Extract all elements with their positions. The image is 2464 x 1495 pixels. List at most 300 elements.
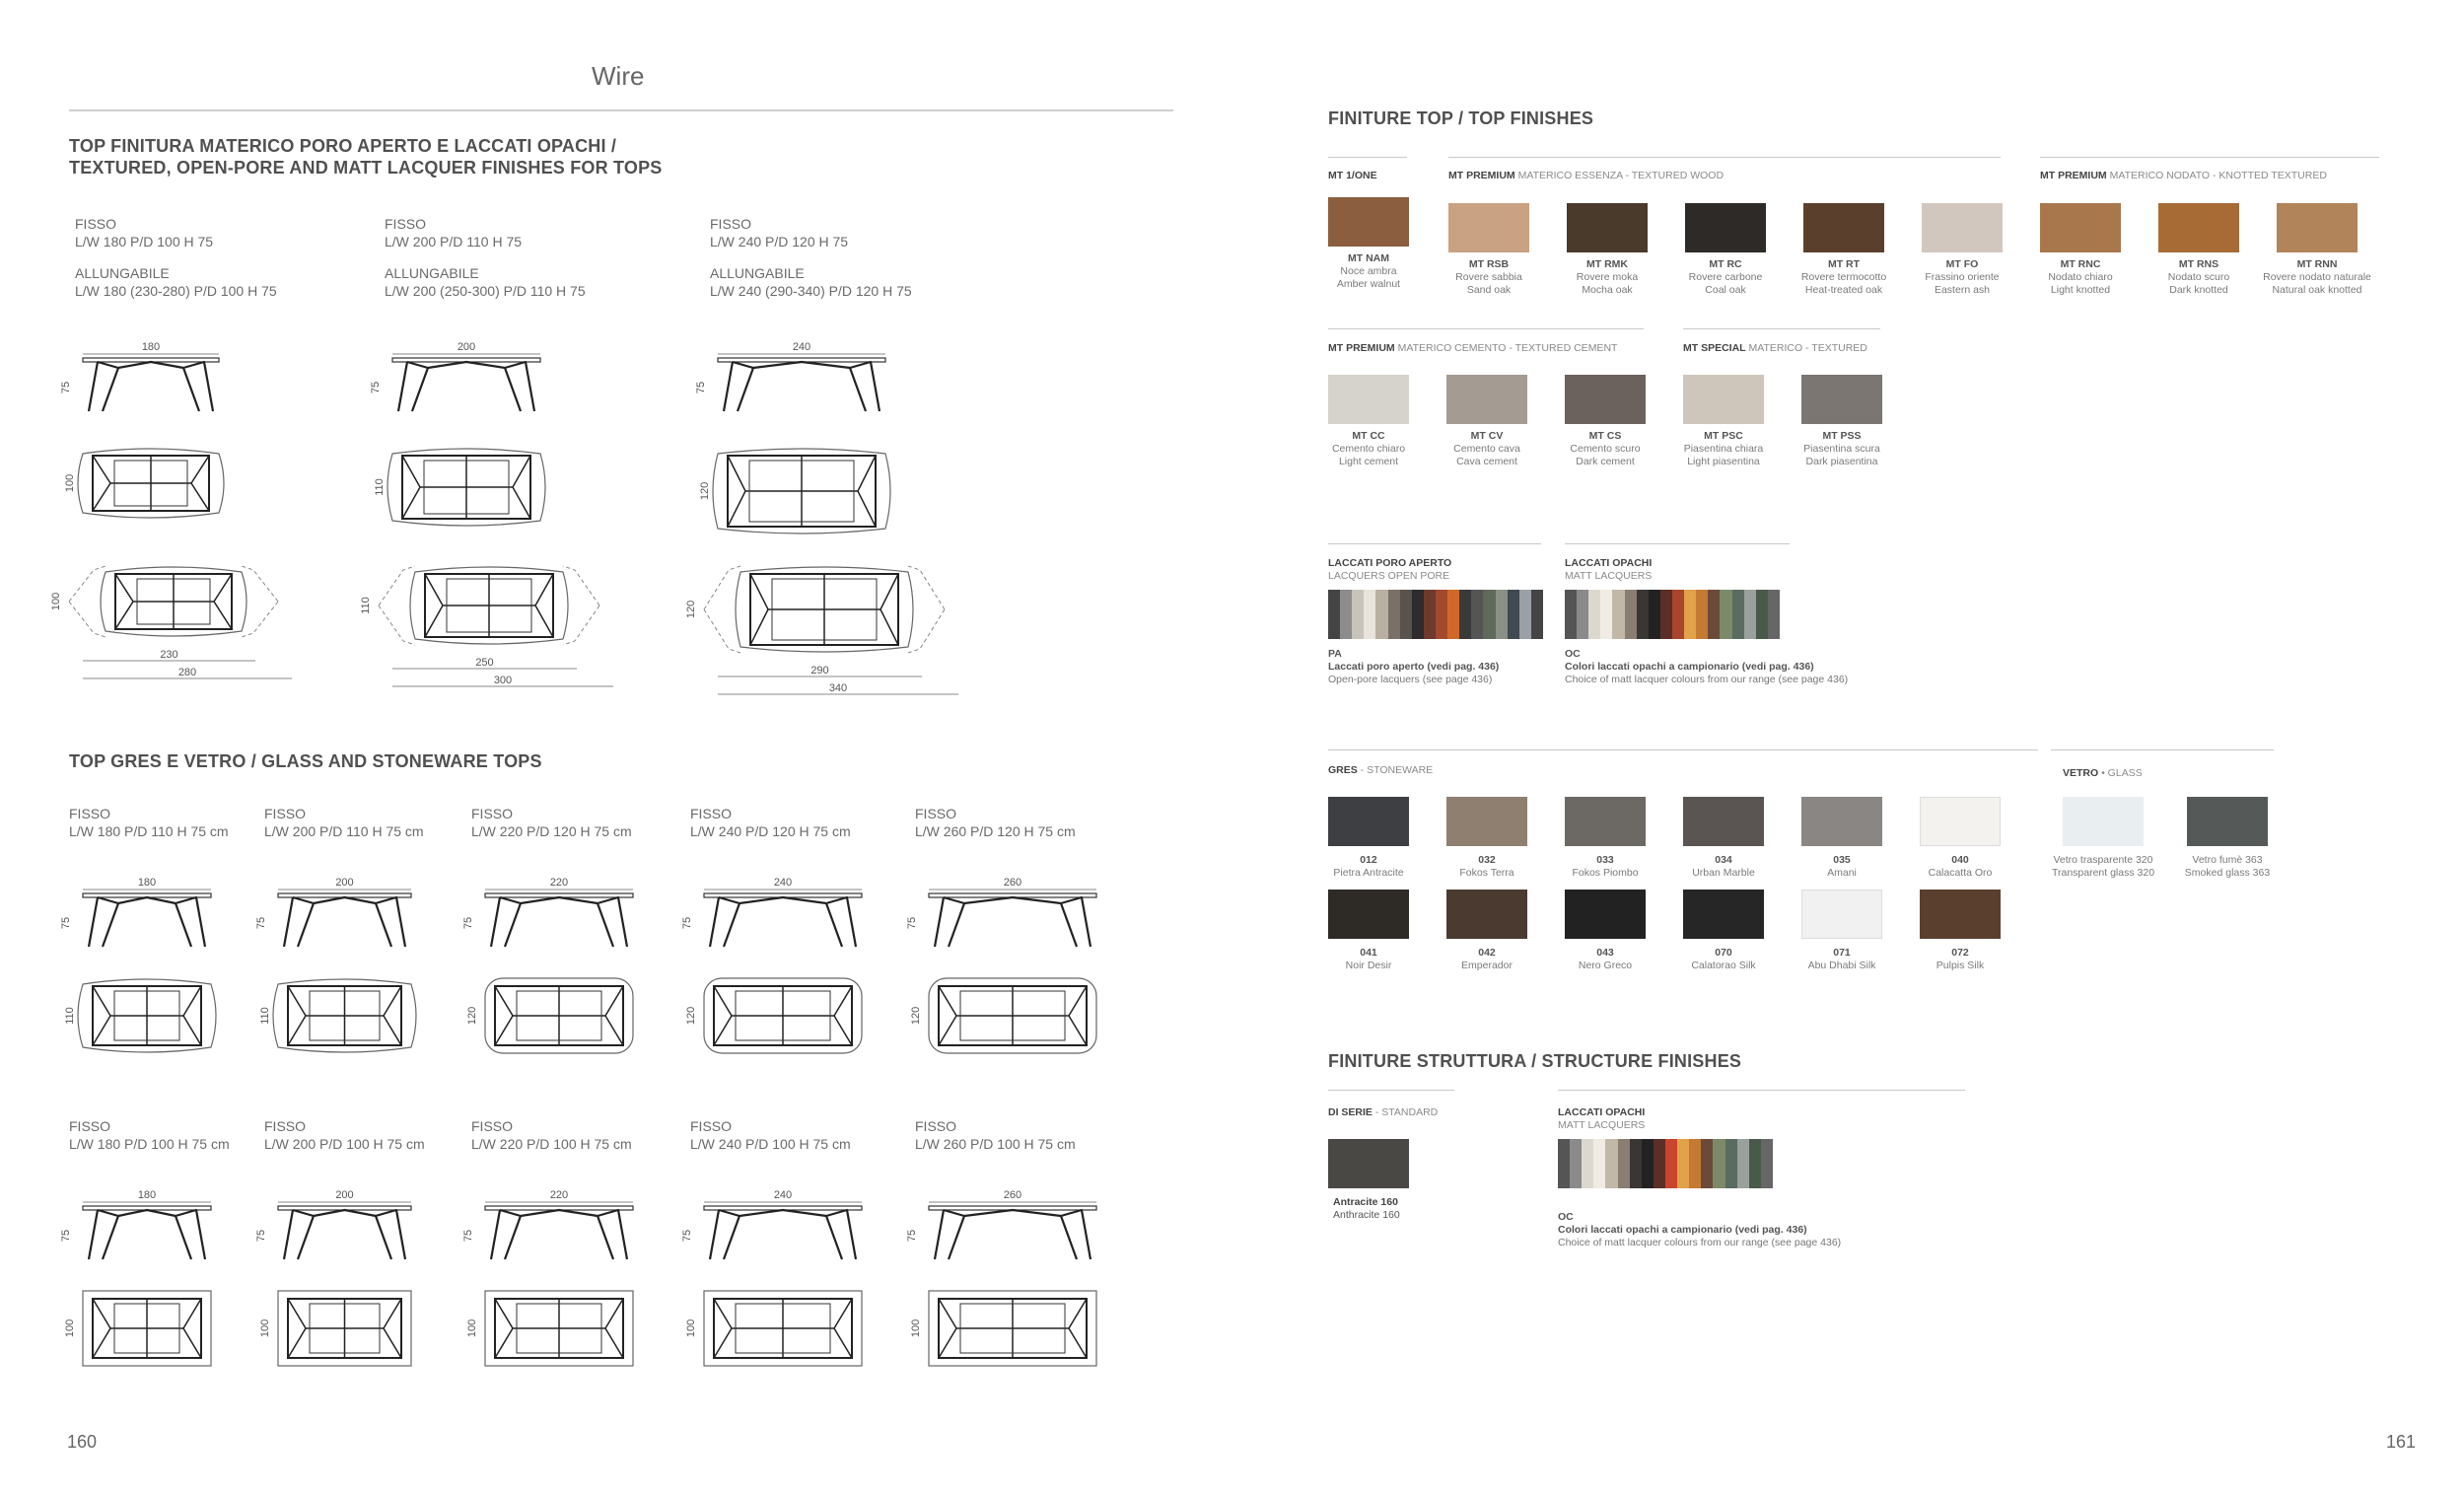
width-dim-label: 240 [773,1189,793,1201]
lacquer-chip [1672,590,1684,639]
wood-caption [1430,258,1548,297]
cement-swatch [1683,375,1764,424]
mtp-knot-label: MT PREMIUM MATERICO NODATO - KNOTTED TEXTURED [2040,170,2327,181]
table-plan [698,444,895,540]
lacquer-chip [1737,1139,1749,1188]
wood-caption [1309,252,1428,291]
wood-swatch [1803,203,1884,252]
lacquer-chip [1400,590,1412,639]
depth-dim-label: 100 [259,1318,271,1338]
table-elevation [906,1188,1106,1267]
extension-min-label: 290 [810,665,829,676]
mtp-wood-label: MT PREMIUM MATERICO ESSENZA - TEXTURED WOOD [1448,170,1725,181]
lacquer-chip [1689,1139,1701,1188]
lacquer-chip [1600,590,1612,639]
fixed-label: FISSO [915,1118,957,1134]
glass-name-en: Smoked glass 363 [2184,867,2271,879]
finish-name: Calacatta Oro [1928,867,1993,879]
depth-dim-label: 120 [466,1006,478,1026]
width-dim-label: 200 [335,877,354,889]
depth-dim-label: 100 [910,1318,922,1338]
wood-swatch [1567,203,1648,252]
finish-code: MT RNC [2060,258,2101,270]
table-plan [63,1287,221,1372]
lacquer-chip [1732,590,1744,639]
table-plan [465,974,643,1059]
vetro-label: VETRO • GLASS [2063,767,2143,779]
finish-name-it: Rovere termocotto [1800,271,1887,283]
table-plan-extended [359,562,609,651]
section1-title-line1: TOP FINITURA MATERICO PORO APERTO E LACCATI OPACHI / [69,136,617,156]
stoneware-caption [1783,854,1901,880]
table-plan [684,1287,872,1372]
fixed-dim: L/W 260 P/D 100 H 75 cm [915,1136,1076,1152]
finish-name: Fokos Terra [1459,867,1514,879]
extendable-label: ALLUNGABILE [385,265,479,281]
fixed-dim: L/W 240 P/D 120 H 75 cm [690,823,851,839]
wood-caption [1666,258,1785,297]
lacquer-chip [1605,1139,1617,1188]
stoneware-swatch [1920,890,2001,939]
extension-max-label: 340 [828,682,848,694]
fixed-label: FISSO [690,1118,733,1134]
mtp-cement-label: MT PREMIUM MATERICO CEMENTO - TEXTURED CEMENT [1328,342,1618,354]
glass-name-en: Transparent glass 320 [2051,867,2155,879]
cement-swatch [1328,375,1409,424]
width-dim-label: 220 [549,877,569,889]
stoneware-caption [1664,854,1783,880]
lo2-label: LACCATI OPACHI MATT LACQUERS [1558,1106,1646,1131]
table-elevation [60,1188,221,1267]
finish-name: Pietra Antracite [1333,867,1404,879]
finish-name-en: Heat-treated oak [1804,284,1883,296]
lacquer-chip [1375,590,1387,639]
table-elevation [60,340,229,419]
lacquer-chip [1660,590,1672,639]
fixed-dim: L/W 220 P/D 100 H 75 cm [471,1136,632,1152]
lacquer-chip [1424,590,1436,639]
depth-dim-label: 110 [259,1007,271,1025]
finish-name-it: Rovere sabbia [1455,271,1522,283]
height-dim-label: 75 [255,916,267,930]
lacquer-chip [1749,1139,1761,1188]
glass-name-it: Vetro trasparente 320 [2053,854,2153,866]
wood-swatch [1922,203,2003,252]
finish-name-en: Dark cement [1576,456,1635,467]
anthracite-swatch [1328,1139,1409,1188]
depth-dim-label: 110 [374,478,386,496]
finish-code: MT CC [1352,430,1385,442]
fixed-label: FISSO [75,216,117,232]
lacquer-chip [1565,590,1577,639]
table-plan [63,444,229,525]
mt1-label: MT 1/ONE [1328,170,1377,181]
glass-swatch [2187,797,2268,846]
table-plan [373,444,550,533]
fixed-label: FISSO [710,216,752,232]
finish-name-en: Amber walnut [1336,278,1401,290]
finish-name-it: Rovere moka [1576,271,1639,283]
stoneware-caption [1664,947,1783,972]
finish-name-it: Cemento chiaro [1331,443,1406,455]
wood-swatch [1448,203,1529,252]
fixed-label: FISSO [915,806,957,821]
table-elevation [255,876,421,955]
structure-lacquer-strip [1558,1139,1773,1188]
wood-swatch [1685,203,1766,252]
stoneware-caption [1309,947,1428,972]
table-elevation [370,340,550,419]
wood-swatch [2040,203,2121,252]
oc-note: OC Colori laccati opachi a campionario (vedi pag. 436) Choice of matt lacquer colours from our range (see page 436) [1565,648,1849,685]
rule-lpa [1328,543,1541,544]
finish-code: MT RMK [1586,258,1628,270]
structure-finishes-title: FINITURE STRUTTURA / STRUCTURE FINISHES [1328,1051,1742,1071]
lacquer-chip [1649,590,1660,639]
pa-note: PA Laccati poro aperto (vedi pag. 436) Open-pore lacquers (see page 436) [1328,648,1500,685]
oc2-note: OC Colori laccati opachi a campionario (vedi pag. 436) Choice of matt lacquer colours from our range (see page 436) [1558,1211,1842,1248]
table-elevation [462,876,643,955]
fixed-dim: L/W 240 P/D 120 H 75 [710,234,849,249]
page-number-right: 161 [2386,1432,2417,1452]
rule-gres [1328,749,2038,750]
depth-dim-label: 100 [466,1318,478,1338]
stoneware-swatch [1446,890,1527,939]
extendable-label: ALLUNGABILE [75,265,170,281]
lacquer-chip [1412,590,1424,639]
rule-mt1 [1328,157,1407,158]
depth-dim-label: 120 [910,1006,922,1026]
rule-mtp-wood [1448,157,2001,158]
stoneware-swatch [1328,797,1409,846]
extendable-label: ALLUNGABILE [710,265,805,281]
height-dim-label: 75 [681,916,693,930]
rule-mtp-cement [1328,328,1644,329]
lacquer-chip [1654,1139,1665,1188]
finish-name: Pulpis Silk [1936,960,1985,971]
lacquer-chip [1471,590,1483,639]
height-dim-label: 75 [60,1229,72,1243]
wood-swatch [2158,203,2239,252]
extension-max-label: 280 [177,667,197,678]
lo-label: LACCATI OPACHI MATT LACQUERS [1565,557,1653,582]
finish-name-it: Noce ambra [1340,265,1397,277]
finiture-top-title: FINITURE TOP / TOP FINISHES [1328,108,1594,128]
height-dim-label: 75 [370,381,382,394]
depth-dim-label: 100 [64,1318,76,1338]
finish-code: MT CS [1588,430,1622,442]
lacquer-chip [1483,590,1495,639]
finish-code: 033 [1596,854,1614,866]
lacquer-chip [1618,1139,1630,1188]
cement-caption [1783,430,1901,468]
finish-name-it: Cemento scuro [1570,443,1641,455]
table-plan [258,1287,421,1372]
height-dim-label: 75 [695,381,707,394]
table-elevation [60,876,221,955]
stoneware-swatch [1683,890,1764,939]
fixed-label: FISSO [385,216,427,232]
lacquer-chip [1677,1139,1689,1188]
width-dim-label: 240 [792,341,811,353]
table-elevation [906,876,1106,955]
table-plan [909,1287,1106,1372]
height-dim-label: 75 [462,1229,474,1243]
finish-name-en: Light knotted [2050,284,2111,296]
finish-code: 042 [1478,947,1496,959]
finish-name-en: Natural oak knotted [2272,284,2362,296]
lacquer-chip [1612,590,1624,639]
finish-name: Urban Marble [1692,867,1755,879]
rule-lo [1565,543,1790,544]
stoneware-swatch [1565,890,1646,939]
lacquer-chip [1768,590,1780,639]
cement-swatch [1565,375,1646,424]
height-dim-label: 75 [60,381,72,394]
stoneware-swatch [1446,797,1527,846]
width-dim-label: 240 [773,877,793,889]
finish-name-en: Sand oak [1466,284,1512,296]
table-plan [909,974,1106,1059]
lacquer-chip [1701,1139,1713,1188]
lacquer-chip [1459,590,1471,639]
lacquer-chip [1364,590,1375,639]
glass-name-it: Vetro fumè 363 [2192,854,2263,866]
lacquer-chip [1630,1139,1642,1188]
table-elevation [681,1188,872,1267]
glass-caption [2168,854,2287,880]
finish-name-en: Cava cement [1456,456,1517,467]
finish-code: MT RSB [1468,258,1510,270]
height-dim-label: 75 [906,1229,918,1243]
depth-dim-label: 100 [685,1318,697,1338]
wood-caption [1548,258,1666,297]
finish-code: MT RC [1709,258,1742,270]
rule-mt-special [1683,328,1880,329]
finish-name-it: Nodato chiaro [2048,271,2113,283]
extendable-dim: L/W 180 (230-280) P/D 100 H 75 [75,283,277,299]
brand-title: Wire [592,61,645,91]
lacquer-chip [1756,590,1768,639]
finish-code: MT RNN [2296,258,2338,270]
fixed-dim: L/W 180 P/D 100 H 75 [75,234,214,249]
finish-name-it: Cemento cava [1453,443,1520,455]
lacquer-chip [1684,590,1696,639]
height-dim-label: 75 [906,916,918,930]
matt-lacquer-strip [1565,590,1780,639]
finish-code: 040 [1951,854,1969,866]
lacquer-chip [1637,590,1649,639]
lacquer-chip [1328,590,1340,639]
stoneware-caption [1783,947,1901,972]
rule-vetro [2051,749,2274,750]
stoneware-swatch [1801,890,1882,939]
width-dim-label: 180 [141,341,161,353]
lacquer-chip [1519,590,1531,639]
rule-mtp-knot [2040,157,2379,158]
cement-caption [1428,430,1546,468]
finish-name: Nero Greco [1578,960,1633,971]
fixed-label: FISSO [69,1118,111,1134]
table-plan [63,974,221,1059]
height-dim-label: 75 [60,916,72,930]
cement-caption [1546,430,1664,468]
finish-code: MT NAM [1348,252,1389,264]
fixed-dim: L/W 180 P/D 110 H 75 cm [69,823,229,839]
stoneware-caption [1546,947,1664,972]
fixed-dim: L/W 200 P/D 100 H 75 cm [264,1136,425,1152]
di-serie-label: DI SERIE - STANDARD [1328,1106,1439,1118]
finish-name-en: Mocha oak [1582,284,1633,296]
extendable-dim: L/W 200 (250-300) P/D 110 H 75 [385,283,586,299]
height-dim-label: 75 [255,1229,267,1243]
wood-caption [2021,258,2140,297]
cement-caption [1664,430,1783,468]
finish-name-it: Frassino oriente [1925,271,2000,283]
stoneware-swatch [1328,890,1409,939]
height-dim-label: 75 [462,916,474,930]
wood-swatch [1328,197,1409,247]
finish-name-en: Coal oak [1705,284,1746,296]
table-elevation [255,1188,421,1267]
finish-code: MT FO [1945,258,1979,270]
lacquer-chip [1696,590,1708,639]
lacquer-chip [1725,1139,1737,1188]
finish-code: MT CV [1470,430,1504,442]
width-dim-label: 180 [137,1189,157,1201]
finish-name: Amani [1827,867,1857,879]
lacquer-chip [1352,590,1364,639]
stoneware-swatch [1683,797,1764,846]
depth-dim-label: 120 [685,600,697,619]
finish-code: 034 [1715,854,1732,866]
title-rule [69,109,1173,111]
extension-dims [698,663,978,698]
mt-special-label: MT SPECIAL MATERICO - TEXTURED [1683,342,1867,354]
glass-swatch [2063,797,2144,846]
depth-dim-label: 110 [360,597,372,614]
fixed-label: FISSO [264,806,307,821]
rule-lo2 [1558,1090,1965,1091]
finish-code: 032 [1478,854,1496,866]
open-pore-lacquer-strip [1328,590,1543,639]
lacquer-chip [1531,590,1543,639]
extension-max-label: 300 [493,675,513,686]
depth-dim-label: 120 [685,1006,697,1026]
page-number-left: 160 [67,1432,98,1452]
finish-code: 012 [1360,854,1377,866]
table-plan [258,974,421,1059]
lacquer-chip [1582,1139,1593,1188]
finish-name-en: Eastern ash [1934,284,1991,296]
finish-code: 071 [1833,947,1851,959]
finish-code: MT RNS [2178,258,2219,270]
wood-swatch [2277,203,2358,252]
finish-code: 070 [1715,947,1732,959]
fixed-dim: L/W 200 P/D 110 H 75 cm [264,823,424,839]
section1-title-line2: TEXTURED, OPEN-PORE AND MATT LACQUER FINISHES FOR TOPS [69,158,663,178]
extension-min-label: 230 [160,649,178,661]
fixed-dim: L/W 220 P/D 120 H 75 cm [471,823,632,839]
finish-code: 043 [1596,947,1614,959]
finish-name: Emperador [1461,960,1513,971]
stoneware-caption [1901,947,2019,972]
width-dim-label: 200 [457,341,476,353]
extendable-dim: L/W 240 (290-340) P/D 120 H 75 [710,283,912,299]
gres-label: GRES - STONEWARE [1328,764,1434,776]
lacquer-chip [1665,1139,1677,1188]
finish-name-it: Piasentina chiara [1683,443,1764,455]
depth-dim-label: 120 [699,481,711,501]
stoneware-caption [1546,854,1664,880]
cement-swatch [1446,375,1527,424]
finish-name: Fokos Piombo [1572,867,1639,879]
finish-name: Abu Dhabi Silk [1807,960,1876,971]
finish-code: 072 [1951,947,1969,959]
fixed-dim: L/W 260 P/D 120 H 75 cm [915,823,1076,839]
anthracite-caption: Antracite 160 Anthracite 160 [1333,1196,1400,1221]
table-plan [684,974,872,1059]
lacquer-chip [1447,590,1459,639]
table-elevation [695,340,895,419]
fixed-label: FISSO [471,806,514,821]
rule-di-serie [1328,1090,1454,1091]
extension-dims [373,655,633,690]
cement-swatch [1801,375,1882,424]
width-dim-label: 260 [1003,1189,1022,1201]
fixed-label: FISSO [471,1118,514,1134]
lacquer-chip [1388,590,1400,639]
stoneware-caption [1901,854,2019,880]
width-dim-label: 180 [137,877,157,889]
finish-code: MT PSS [1822,430,1862,442]
finish-name-it: Rovere nodato naturale [2263,271,2371,283]
table-plan-extended [49,562,288,643]
lacquer-chip [1570,1139,1582,1188]
height-dim-label: 75 [681,1229,693,1243]
fixed-dim: L/W 240 P/D 100 H 75 cm [690,1136,851,1152]
wood-caption [2258,258,2376,297]
stoneware-swatch [1920,797,2001,846]
table-plan [465,1287,643,1372]
stoneware-caption [1428,947,1546,972]
wood-caption [1785,258,1903,297]
finish-name-it: Nodato scuro [2167,271,2230,283]
finish-name-en: Light cement [1338,456,1399,467]
lacquer-chip [1744,590,1756,639]
width-dim-label: 260 [1003,877,1022,889]
table-plan-extended [684,562,954,659]
glass-caption [2044,854,2162,880]
section2-title: TOP GRES E VETRO / GLASS AND STONEWARE TOPS [69,751,542,771]
stoneware-caption [1309,854,1428,880]
depth-dim-label: 110 [64,1007,76,1025]
extension-min-label: 250 [475,657,494,669]
lpa-label: LACCATI PORO APERTO LACQUERS OPEN PORE [1328,557,1452,582]
lacquer-chip [1593,1139,1605,1188]
finish-name-en: Dark knotted [2169,284,2228,296]
fixed-label: FISSO [264,1118,307,1134]
finish-name-en: Dark piasentina [1805,456,1878,467]
wood-caption [2140,258,2258,297]
depth-dim-label: 100 [50,592,62,611]
depth-dim-label: 100 [64,473,76,493]
finish-name: Calatorao Silk [1691,960,1756,971]
lacquer-chip [1558,1139,1570,1188]
finish-code: MT PSC [1704,430,1743,442]
lacquer-chip [1508,590,1519,639]
finish-name-it: Piasentina scura [1803,443,1880,455]
